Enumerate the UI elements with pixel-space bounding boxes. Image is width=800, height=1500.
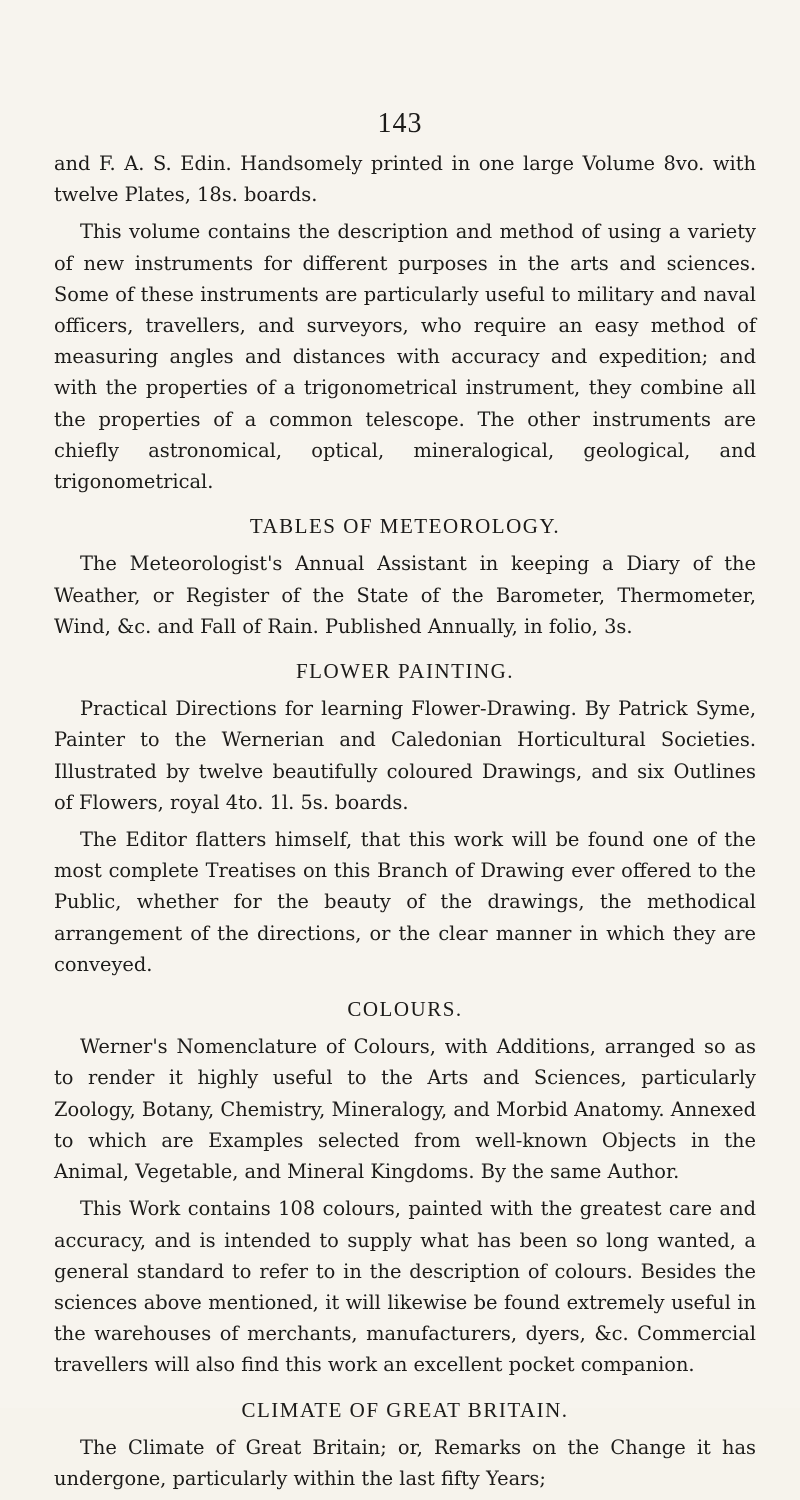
heading-tables-of-meteorology: TABLES OF METEOROLOGY. [249, 514, 561, 539]
heading-colours: COLOURS. [347, 997, 463, 1022]
heading-climate-of-great-britain: CLIMATE OF GREAT BRITAIN. [241, 1397, 569, 1422]
page-content [54, 148, 756, 1500]
paragraph-editor-note: The Editor flatters himself, that this work will be found one of the most complete Treatises on this Branch of Drawing ever offered to the Public, whether for the beauty of the drawings, the methodical arrangement of the directions, or the clear manner in which they are conveyed. [54, 828, 756, 976]
paragraph-instruments-volume: This volume contains the description and method of using a variety of new instruments for different purposes in the arts and sciences. Some of these instruments are particularly useful to military and naval officers, travellers, and surveyors, who require an easy method of measuring angles and distances with accuracy and expedition; and with the properties of a trigonometrical instrument, they combine all the properties of a common telescope. The other instruments are chiefly astronomical, optical, mineralogical, geological, and trigonometrical. [54, 220, 756, 494]
paragraph-book-description-continuation: and F. A. S. Edin. Handsomely printed in one large Volume 8vo. with twelve Plates, 18s. boards. [54, 152, 756, 207]
heading-flower-painting: FLOWER PAINTING. [295, 659, 515, 684]
paragraph-flower-drawing-directions: Practical Directions for learning Flower-Drawing. By Patrick Syme, Painter to the Wernerian and Caledonian Horticultural Societies. Illustrated by twelve beautifully coloured Drawings, and six Outlines of Flowers, royal 4to. 1l. 5s. boards. [54, 697, 756, 814]
paragraph-climate-remarks: The Climate of Great Britain; or, Remarks on the Change it has undergone, particularly within the last fifty Years; [54, 1435, 756, 1490]
paragraph-werners-nomenclature: Werner's Nomenclature of Colours, with Additions, arranged so as to render it highly useful to the Arts and Sciences, particularly Zoology, Botany, Chemistry, Mineralogy, and Morbid Anatomy. Annexed to which are Examples selected from well-known Objects in the Animal, Vegetable, and Mineral Kingdoms. By the same Author. [54, 1035, 756, 1184]
page-number: 143 [377, 108, 423, 139]
paragraph-meteorologist-assistant: The Meteorologist's Annual Assistant in keeping a Diary of the Weather, or Register of the State of the Barometer, Thermometer, Wind, &c. and Fall of Rain. Published Annually, in folio, 3s. [54, 552, 756, 638]
paragraph-colours-work-description: This Work contains 108 colours, painted with the greatest care and accuracy, and is intended to supply what has been so long wanted, a general standard to refer to in the description of colours. Besides the sciences above mentioned, it will likewise be found extremely useful in the warehouses of merchants, manufacturers, dyers, &c. Commercial travellers will also find this work an excellent pocket companion. [54, 1197, 756, 1377]
